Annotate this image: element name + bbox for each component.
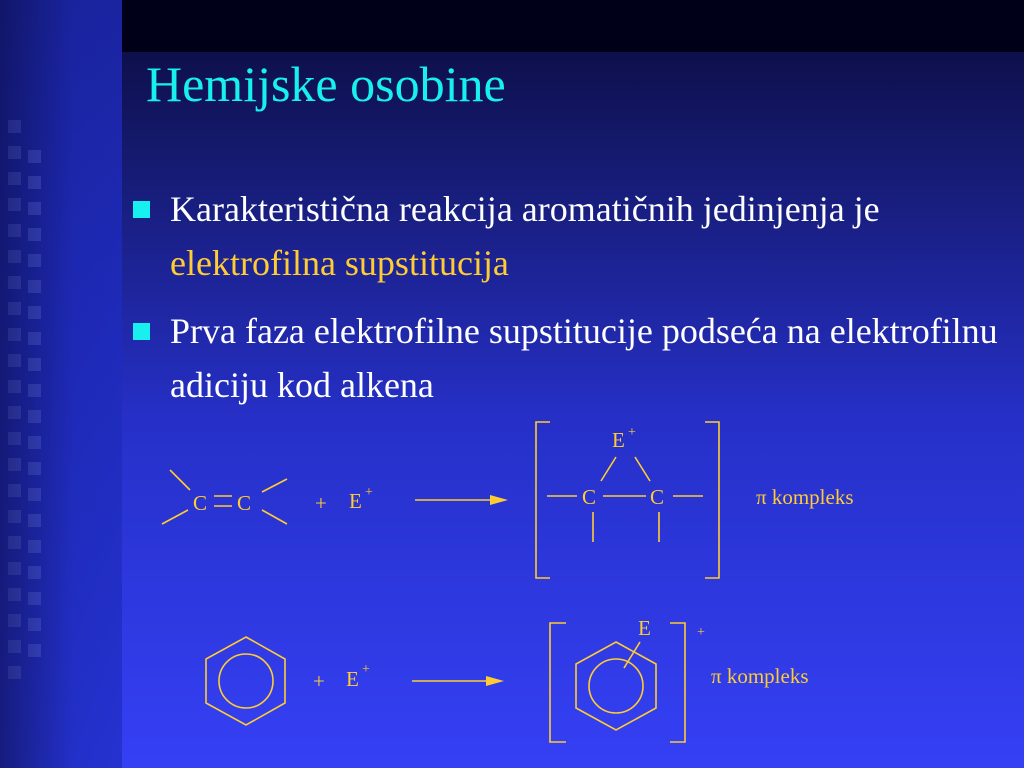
pi-complex-label-1: π kompleks <box>756 485 854 509</box>
plus-sign-1: + <box>315 491 327 515</box>
complex-carbon-1: C <box>582 485 597 509</box>
benzene-ring <box>576 642 656 730</box>
bullet-1-highlight: elektrofilna supstitucija <box>170 243 509 283</box>
aromatic-circle <box>219 654 273 708</box>
alkene-carbon-1: C <box>193 491 208 515</box>
pi-complex-2 <box>550 616 705 742</box>
aromatic-circle <box>589 659 643 713</box>
right-bracket <box>670 623 685 742</box>
complex-2-electrophile: E <box>638 616 651 640</box>
benzene-reactant <box>206 637 285 725</box>
right-bracket <box>705 422 719 578</box>
bracket-charge: + <box>697 625 705 640</box>
substituent-bond <box>170 470 190 490</box>
substituent-bond <box>162 510 188 524</box>
alkene-carbon-2: C <box>237 491 252 515</box>
reaction-arrow-2 <box>412 676 504 686</box>
complex-electrophile: E <box>612 428 625 452</box>
substituent-bond <box>262 510 287 524</box>
left-bracket <box>550 623 566 742</box>
alkene-reactant <box>162 470 287 524</box>
electrophile-2-charge: + <box>362 662 370 677</box>
substituent-bond <box>262 479 287 492</box>
reaction-arrow-1 <box>415 495 508 505</box>
electrophile-1-charge: + <box>365 485 373 500</box>
electrophile-1: E <box>349 489 362 513</box>
pi-complex-1 <box>536 422 719 578</box>
complex-carbon-2: C <box>650 485 665 509</box>
electrophile-2: E <box>346 667 359 691</box>
slide-title: Hemijske osobine <box>146 56 506 112</box>
bullet-2-text: Prva faza elektrofilne supstitucije podseća na elektrofilnu adiciju kod alkena <box>170 311 998 405</box>
bullet-1-text: Karakteristična reakcija aromatičnih jedinjenja je <box>170 189 880 229</box>
pi-complex-label-2: π kompleks <box>711 664 809 688</box>
complex-electrophile-charge: + <box>628 425 636 440</box>
left-bracket <box>536 422 550 578</box>
plus-sign-2: + <box>313 669 325 693</box>
